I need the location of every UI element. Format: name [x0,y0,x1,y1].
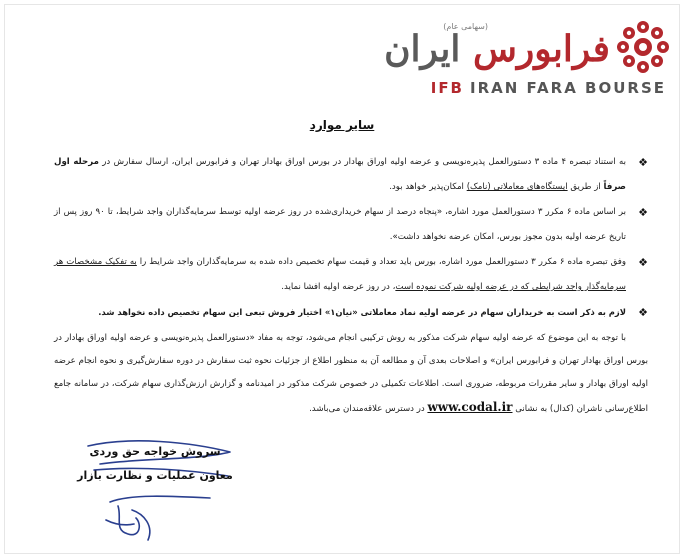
diamond-bullet-icon: ❖ [638,206,648,219]
bullet-item [54,150,648,200]
document-body [54,150,648,430]
diamond-bullet-icon: ❖ [638,256,648,269]
logo-wordmark-main: فرابورس [472,28,610,70]
bullet-bold-text: لازم به ذکر است به خریداران سهام در عرضه اولیه نماد معاملاتی «نیان۱» اختیار فروش تبعی این سهام تخصیص داده نخواهد شد. [98,307,626,317]
codal-link[interactable]: www.codal.ir [427,400,513,414]
signatory-role: معاون عملیات و نظارت بازار [77,469,233,482]
section-title: سایر موارد [309,118,375,132]
logo-latin-text: IRAN FARA BOURSE [470,79,666,97]
letterhead-logo [376,18,676,98]
ifb-emblem-icon [614,18,672,76]
bullet-text: به استناد تبصره ۴ ماده ۳ دستورالعمل پذیره‌نویسی و عرضه اولیه اوراق بهادار در بورس اوراق بهادار تهران و فرابورس ایران، ارسال سفارش در [102,157,626,167]
logo-tagline: (سهامی عام) [443,22,488,31]
logo-wordmark [384,28,610,70]
bullet-text: بر اساس ماده ۶ مکرر ۳ دستورالعمل مورد اشاره، «پنجاه درصد از سهام خریداری‌شده در روز عرضه اولیه توسط سرمایه‌گذاران واجد شرایط، تا ۹۰ روز پس از تاریخ عرضه اولیه بدون مجوز بورس، امکان عرضه نخواهد داشت». [54,207,626,242]
bullet-text: از طریق [567,182,604,192]
logo-latin-name [431,79,666,97]
signatory-name: سروش خواجه حق وردی [89,445,221,458]
closing-text: در دسترس علاقه‌مندان می‌باشد. [309,404,428,414]
closing-text: با توجه به این موضوع که عرضه اولیه سهام شرکت مذکور به روش ترکیبی انجام می‌شود، توجه به مفاد «دستورالعمل پذیره‌نویسی و عرضه اولیه اوراق بهادار در بورس اوراق بهادار تهران و فرابورس ایران» و اصلاحات بعدی آن و مطالعه آن به منظور اطلاع از جزئیات نحوه ثبت سفارش در دوره سفارش‌گیری و نحوه انجام عرضه اولیه اوراق بهادار و سایر مقررات مربوطه، ضروری است. اطلاعات تکمیلی در خصوص شرکت مذکور در امیدنامه و گزارش ارزش‌گذاری سهام شرکت، در سامانه جامع اطلاع‌رسانی ناشران (کدال) به نشانی [54,333,648,414]
bullet-bold-text: مرحله اول صرفاً [54,157,626,192]
bullet-item [54,250,648,300]
diamond-bullet-icon: ❖ [638,156,648,169]
bullet-text: وفق تبصره ماده ۶ مکرر ۳ دستورالعمل مورد اشاره، بورس باید تعداد و قیمت سهام تخصیص داده شده به سرمایه‌گذاران واجد شرایط را [136,257,626,267]
bullet-item [54,200,648,250]
bullet-underlined-text: ایستگاه‌های معاملاتی (نامک) [466,182,568,192]
signature-block [70,440,240,530]
bullet-text: ، در روز عرضه اولیه افشا نماید. [281,282,396,292]
closing-paragraph [54,327,648,421]
diamond-bullet-icon: ❖ [638,306,648,319]
logo-latin-code: IFB [430,79,464,97]
logo-wordmark-second: ایران [384,28,461,70]
bullet-item [54,300,648,325]
bullet-text: امکان‌پذیر خواهد بود. [389,182,467,192]
bullet-underlined-text: به تفکیک مشخصات هر سرمایه‌گذار واجد شرایطی که در عرضه اولیه شرکت نموده است [54,257,626,292]
